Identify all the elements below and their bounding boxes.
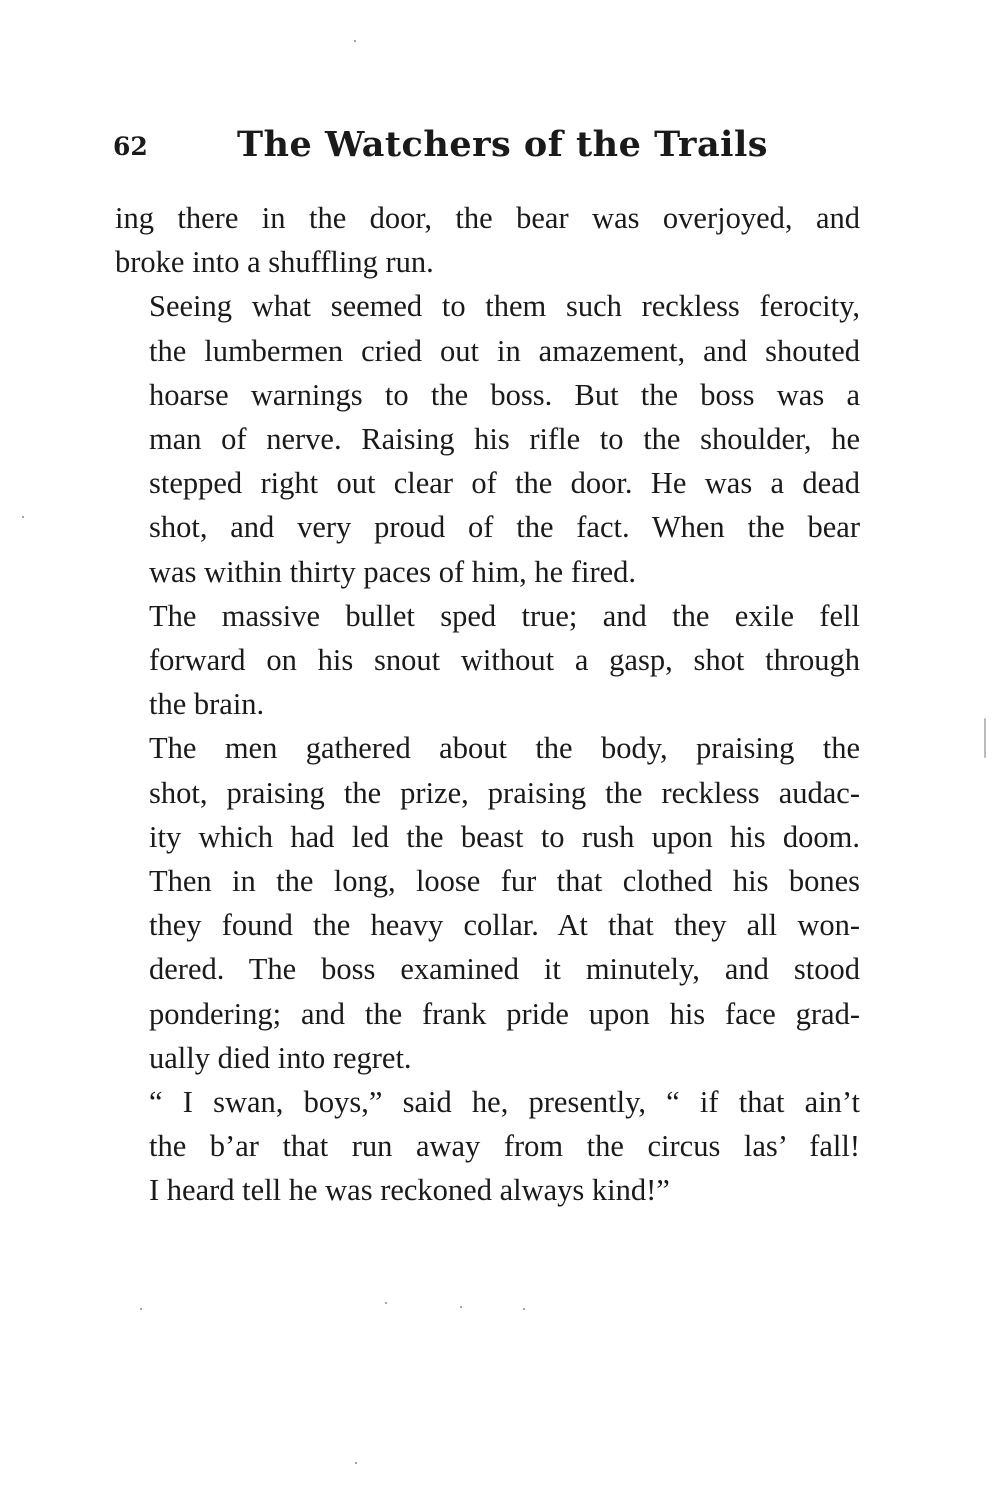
scan-speck — [984, 718, 986, 758]
text-line: stepped right out clear of the door. He was a dead — [149, 466, 860, 501]
paragraph — [115, 594, 860, 727]
text-line: Seeing what seemed to them such reckless ferocity, — [149, 289, 860, 324]
scan-speck — [140, 1308, 142, 1310]
paragraph — [115, 284, 860, 593]
text-line: dered. The boss examined it minutely, and stood — [149, 952, 860, 987]
scan-speck — [22, 516, 24, 518]
text-line: Then in the long, loose fur that clothed his bones — [149, 864, 860, 899]
running-head — [113, 124, 863, 174]
scan-speck — [523, 1308, 525, 1310]
text-line: the brain. — [149, 687, 265, 722]
scan-speck — [355, 1462, 357, 1464]
page-number: 62 — [113, 132, 148, 161]
text-line: I heard tell he was reckoned always kind!” — [149, 1173, 670, 1208]
text-body — [115, 196, 860, 1213]
text-line: forward on his snout without a gasp, shot through — [149, 643, 860, 678]
paragraph — [115, 196, 860, 284]
text-line: was within thirty paces of him, he fired. — [149, 554, 637, 589]
scan-speck — [460, 1306, 462, 1308]
text-line: ually died into regret. — [149, 1040, 412, 1075]
text-line: they found the heavy collar. At that they all won- — [149, 908, 860, 943]
text-line: shot, praising the prize, praising the reckless audac- — [149, 775, 860, 810]
paragraph — [115, 726, 860, 1080]
text-line: pondering; and the frank pride upon his face grad- — [149, 996, 860, 1031]
text-line: broke into a shuffling run. — [115, 245, 434, 280]
text-line: The men gathered about the body, praising the — [149, 731, 860, 766]
text-line: the lumbermen cried out in amazement, and shouted — [149, 333, 860, 368]
text-line: ing there in the door, the bear was overjoyed, and — [115, 201, 860, 235]
text-line: “ I swan, boys,” said he, presently, “ if that ain’t — [149, 1085, 860, 1120]
text-line: ity which had led the beast to rush upon his doom. — [149, 819, 860, 854]
text-line: the b’ar that run away from the circus las’ fall! — [149, 1129, 860, 1164]
paragraph — [115, 1080, 860, 1213]
scan-speck — [354, 40, 356, 42]
text-line: hoarse warnings to the boss. But the boss was a — [149, 377, 860, 412]
text-line: shot, and very proud of the fact. When the bear — [149, 510, 860, 545]
text-line: man of nerve. Raising his rifle to the shoulder, he — [149, 422, 860, 457]
text-line: The massive bullet sped true; and the exile fell — [149, 598, 860, 633]
book-title: The Watchers of the Trails — [237, 124, 768, 165]
scan-speck — [385, 1302, 387, 1304]
